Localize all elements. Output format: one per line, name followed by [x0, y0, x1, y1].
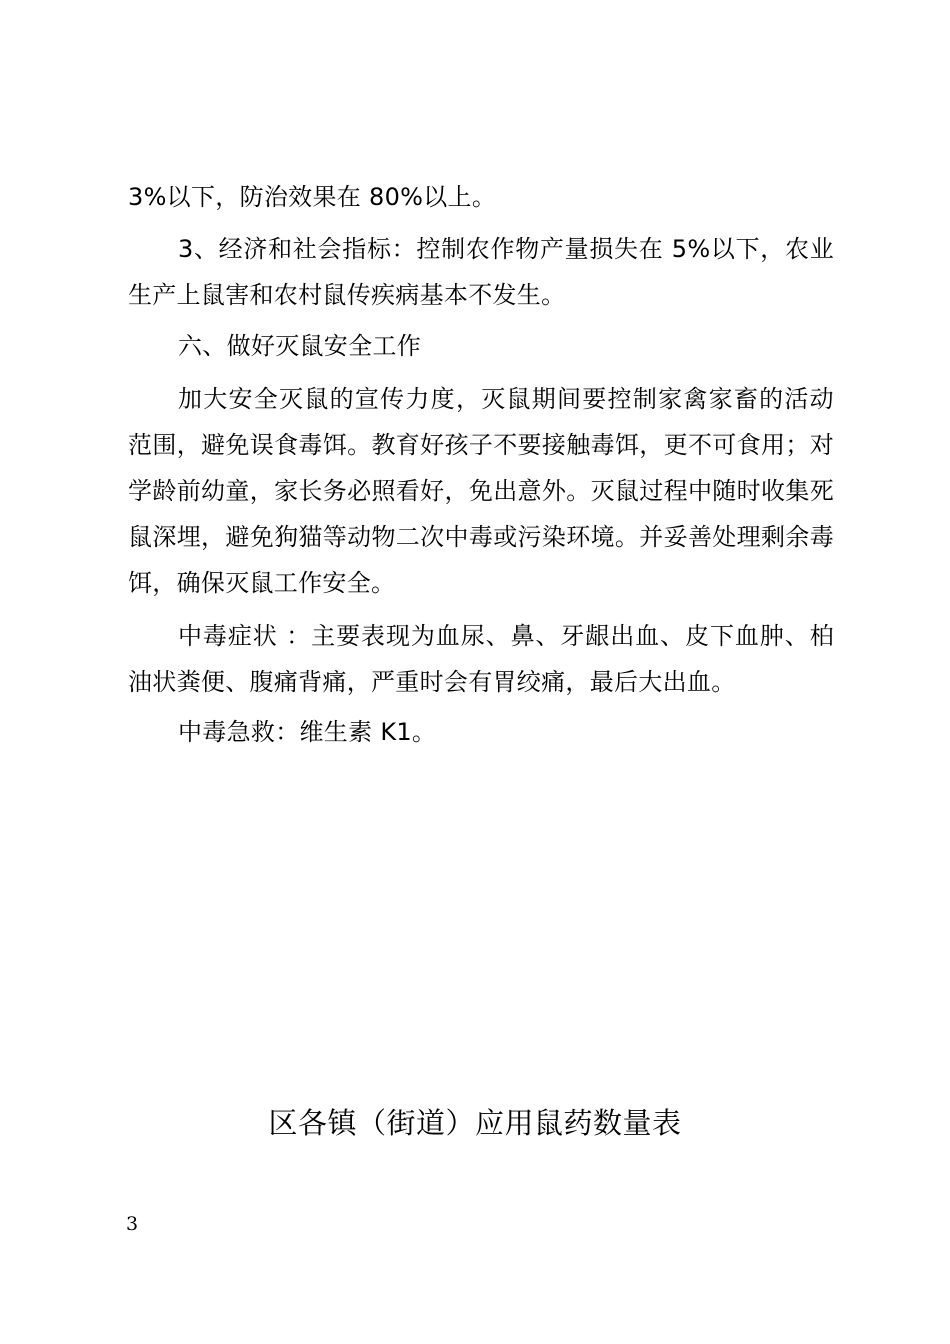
paragraph-economic-social-indicators: 3、经济和社会指标：控制农作物产量损失在 5%以下，农业生产上鼠害和农村鼠传疾病基本不发生。 — [128, 235, 834, 309]
paragraph-safety-measures: 加大安全灭鼠的宣传力度，灭鼠期间要控制家禽家畜的活动范围，避免误食毒饵。教育好孩子不要接触毒饵，更不可食用；对学龄前幼童，家长务必照看好，免出意外。灭鼠过程中随时收集死鼠深埋，避免狗猫等动物二次中毒或污染环境。并妥善处理剩余毒饵，确保灭鼠工作安全。 — [128, 385, 834, 597]
table-title: 区各镇（街道）应用鼠药数量表 — [268, 1106, 682, 1140]
page-number: 3 — [126, 1213, 139, 1235]
paragraph-poisoning-symptoms: 中毒症状 ：主要表现为血尿、鼻、牙龈出血、皮下血肿、柏油状粪便、腹痛背痛，严重时会有胃绞痛，最后大出血。 — [128, 622, 834, 696]
paragraph-continuation: 3%以下，防治效果在 80%以上。 — [128, 183, 497, 211]
section-heading-safety: 六、做好灭鼠安全工作 — [178, 332, 421, 360]
paragraph-first-aid: 中毒急救：维生素 K1。 — [178, 718, 437, 746]
